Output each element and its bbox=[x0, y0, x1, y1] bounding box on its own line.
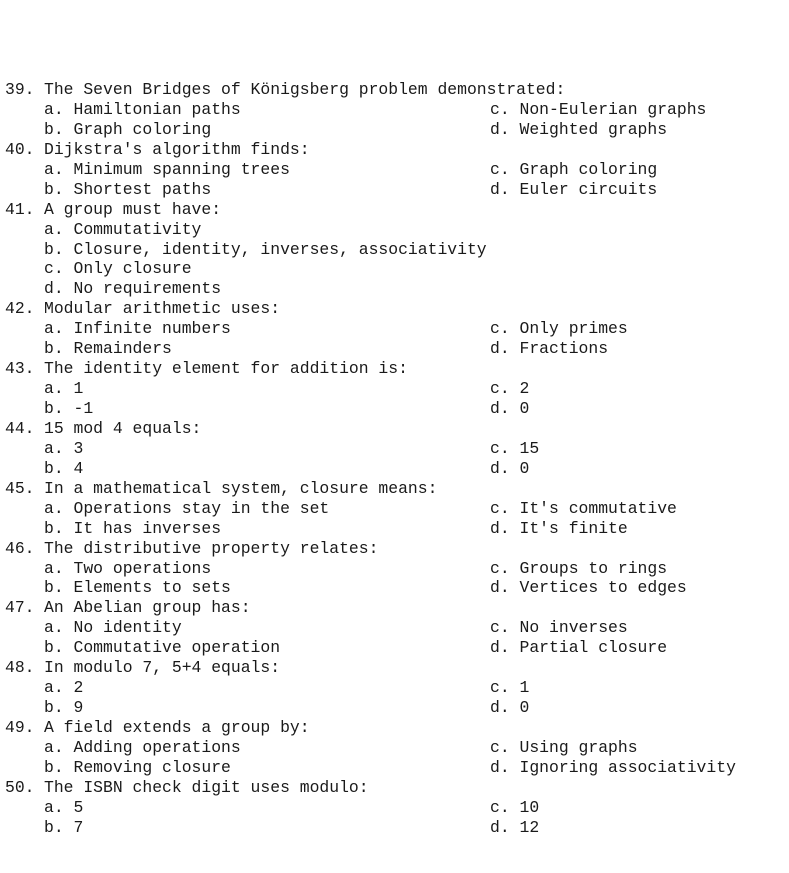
option-row bbox=[5, 160, 785, 180]
answer-option: d. No requirements bbox=[44, 279, 222, 299]
answer-option: c. Non-Eulerian graphs bbox=[490, 99, 707, 119]
question-number: 45. bbox=[5, 478, 35, 498]
option-row bbox=[5, 499, 785, 519]
question-text: The ISBN check digit uses modulo: bbox=[44, 777, 369, 797]
option-row bbox=[5, 180, 785, 200]
answer-option: b. Shortest paths bbox=[44, 179, 212, 199]
answer-option: c. Using graphs bbox=[490, 737, 638, 757]
answer-option: a. 3 bbox=[44, 438, 84, 458]
answer-option: a. Minimum spanning trees bbox=[44, 159, 290, 179]
answer-option: a. Hamiltonian paths bbox=[44, 99, 241, 119]
question-number: 47. bbox=[5, 598, 35, 618]
answer-option: b. Commutative operation bbox=[44, 638, 281, 658]
answer-option: d. Partial closure bbox=[490, 638, 668, 658]
question-text: The identity element for addition is: bbox=[44, 359, 408, 379]
answer-option: a. 1 bbox=[44, 379, 84, 399]
option-row bbox=[5, 439, 785, 459]
option-row bbox=[5, 618, 785, 638]
question-number: 43. bbox=[5, 359, 35, 379]
answer-option: c. 10 bbox=[490, 797, 540, 817]
question-text: A group must have: bbox=[44, 199, 222, 219]
answer-option: c. Only closure bbox=[44, 259, 192, 279]
option-row bbox=[5, 279, 785, 299]
answer-option: d. It's finite bbox=[490, 518, 628, 538]
option-row bbox=[5, 638, 785, 658]
question-text: The distributive property relates: bbox=[44, 538, 379, 558]
question-text: 15 mod 4 equals: bbox=[44, 418, 202, 438]
answer-option: a. Operations stay in the set bbox=[44, 498, 330, 518]
option-row bbox=[5, 459, 785, 479]
answer-option: a. No identity bbox=[44, 618, 182, 638]
option-row bbox=[5, 339, 785, 359]
answer-option: c. Graph coloring bbox=[490, 159, 658, 179]
option-row bbox=[5, 240, 785, 260]
option-row bbox=[5, 798, 785, 818]
answer-option: c. Only primes bbox=[490, 319, 628, 339]
question-line bbox=[5, 658, 785, 678]
answer-option: d. Weighted graphs bbox=[490, 119, 668, 139]
answer-option: b. -1 bbox=[44, 399, 94, 418]
option-row bbox=[5, 818, 785, 838]
option-row bbox=[5, 758, 785, 778]
answer-option: a. Two operations bbox=[44, 558, 212, 578]
option-row bbox=[5, 738, 785, 758]
answer-option: d. Euler circuits bbox=[490, 179, 658, 199]
answer-option: b. Closure, identity, inverses, associativity bbox=[44, 239, 487, 259]
question-number: 49. bbox=[5, 718, 35, 737]
answer-option: d. Vertices to edges bbox=[490, 578, 687, 598]
question-number: 39. bbox=[5, 80, 35, 99]
answer-option: a. Commutativity bbox=[44, 219, 202, 239]
answer-option: c. No inverses bbox=[490, 618, 628, 638]
question-text: A field extends a group by: bbox=[44, 718, 310, 737]
answer-option: c. It's commutative bbox=[490, 498, 677, 518]
option-row bbox=[5, 698, 785, 718]
answer-option: b. Remainders bbox=[44, 339, 172, 359]
question-line bbox=[5, 80, 785, 100]
option-row bbox=[5, 678, 785, 698]
answer-option: b. Removing closure bbox=[44, 757, 231, 777]
option-row bbox=[5, 578, 785, 598]
answer-option: b. Elements to sets bbox=[44, 578, 231, 598]
option-row bbox=[5, 120, 785, 140]
question-number: 41. bbox=[5, 199, 35, 219]
question-text: Modular arithmetic uses: bbox=[44, 299, 281, 319]
answer-option: b. Graph coloring bbox=[44, 119, 212, 139]
option-row bbox=[5, 220, 785, 240]
option-row bbox=[5, 259, 785, 279]
option-row bbox=[5, 399, 785, 419]
question-number: 42. bbox=[5, 299, 35, 319]
option-row bbox=[5, 559, 785, 579]
answer-option: a. Infinite numbers bbox=[44, 319, 231, 339]
option-row bbox=[5, 100, 785, 120]
question-line bbox=[5, 479, 785, 499]
question-text: An Abelian group has: bbox=[44, 598, 251, 618]
answer-option: d. 0 bbox=[490, 698, 530, 718]
question-text: In a mathematical system, closure means: bbox=[44, 478, 438, 498]
question-line bbox=[5, 718, 785, 738]
question-line bbox=[5, 419, 785, 439]
question-number: 48. bbox=[5, 658, 35, 678]
quiz-document bbox=[5, 80, 785, 838]
question-line bbox=[5, 598, 785, 618]
answer-option: d. 0 bbox=[490, 458, 530, 478]
answer-option: c. Groups to rings bbox=[490, 558, 668, 578]
answer-option: a. 5 bbox=[44, 797, 84, 817]
answer-option: d. Fractions bbox=[490, 339, 609, 359]
answer-option: d. 12 bbox=[490, 817, 540, 837]
answer-option: a. Adding operations bbox=[44, 737, 241, 757]
answer-option: c. 15 bbox=[490, 438, 540, 458]
answer-option: c. 1 bbox=[490, 678, 530, 698]
question-line bbox=[5, 200, 785, 220]
answer-option: b. 9 bbox=[44, 698, 84, 718]
question-text: The Seven Bridges of Königsberg problem demonstrated: bbox=[44, 80, 566, 99]
answer-option: b. It has inverses bbox=[44, 518, 222, 538]
answer-option: b. 4 bbox=[44, 458, 84, 478]
option-row bbox=[5, 319, 785, 339]
option-row bbox=[5, 519, 785, 539]
answer-option: d. 0 bbox=[490, 399, 530, 418]
question-line bbox=[5, 299, 785, 319]
answer-option: b. 7 bbox=[44, 817, 84, 837]
question-line bbox=[5, 778, 785, 798]
question-number: 44. bbox=[5, 418, 35, 438]
question-line bbox=[5, 140, 785, 160]
answer-option: a. 2 bbox=[44, 678, 84, 698]
answer-option: d. Ignoring associativity bbox=[490, 757, 736, 777]
option-row bbox=[5, 379, 785, 399]
question-number: 40. bbox=[5, 139, 35, 159]
question-line bbox=[5, 359, 785, 379]
question-text: Dijkstra's algorithm finds: bbox=[44, 139, 310, 159]
question-text: In modulo 7, 5+4 equals: bbox=[44, 658, 281, 678]
answer-option: c. 2 bbox=[490, 379, 530, 399]
question-number: 46. bbox=[5, 538, 35, 558]
question-number: 50. bbox=[5, 777, 35, 797]
question-line bbox=[5, 539, 785, 559]
